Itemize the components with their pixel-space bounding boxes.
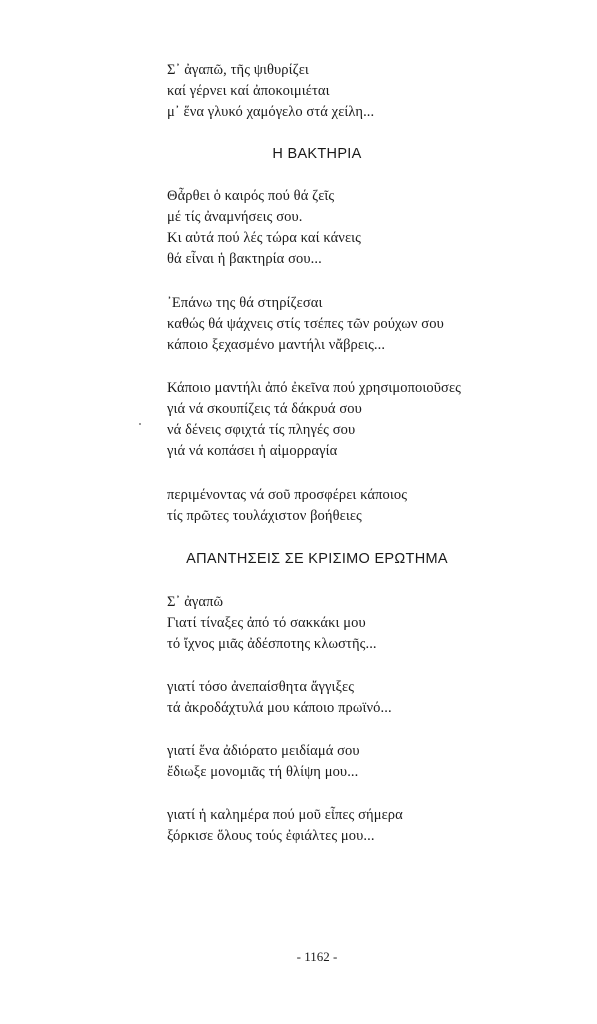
poem-title: Η ΒΑΚΤΗΡΙΑ [272,146,362,162]
scan-speck [139,423,141,425]
verse-line: Γιατί τίναξες ἀπό τό σακκάκι μου [167,615,366,631]
verse-line: μέ τίς ἀναμνήσεις σου. [167,209,303,225]
verse-line: γιατί τόσο ἀνεπαίσθητα ἄγγιξες [167,679,355,695]
verse-line: ἔδιωξε μονομιᾶς τή θλίψη μου... [167,764,359,780]
verse-line: μ᾽ ἕνα γλυκό χαμόγελο στά χείλη... [167,104,375,120]
verse-line: Σ᾽ ἀγαπῶ, τῆς ψιθυρίζει [167,62,309,78]
verse-line: γιατί ἕνα ἀδιόρατο μειδίαμά σου [167,743,360,759]
verse-line: νά δένεις σφιχτά τίς πληγές σου [167,422,356,438]
verse-line: θά εἶναι ἡ βακτηρία σου... [167,251,322,267]
verse-line: καί γέρνει καί ἀποκοιμιέται [167,83,330,99]
verse-line: κάποιο ξεχασμένο μαντήλι νἄβρεις... [167,337,386,353]
verse-line: Σ᾽ ἀγαπῶ [167,594,224,610]
verse-line: τίς πρῶτες τουλάχιστον βοήθειες [167,508,362,524]
verse-line: τό ἴχνος μιᾶς ἀδέσποτης κλωστῆς... [167,636,377,652]
verse-line: ᾽Επάνω της θά στηρίζεσαι [167,295,323,311]
verse-line: καθώς θά ψάχνεις στίς τσέπες τῶν ρούχων σου [167,316,444,332]
verse-line: τά ἀκροδάχτυλά μου κάποιο πρωϊνό... [167,700,392,716]
verse-line: γιά νά σκουπίζεις τά δάκρυά σου [167,401,362,417]
verse-line: γιατί ἡ καλημέρα πού μοῦ εἶπες σήμερα [167,807,403,823]
verse-line: Κι αὐτά πού λές τώρα καί κάνεις [167,230,361,246]
verse-line: περιμένοντας νά σοῦ προσφέρει κάποιος [167,487,408,503]
verse-line: ξόρκισε ὅλους τούς ἐφιάλτες μου... [167,828,375,844]
verse-line: Κάποιο μαντήλι ἀπό ἐκεῖνα πού χρησιμοποιοῦσες [167,380,461,396]
poem-title: ΑΠΑΝΤΗΣΕΙΣ ΣΕ ΚΡΙΣΙΜΟ ΕΡΩΤΗΜΑ [186,551,448,567]
page-number: - 1162 - [296,949,338,964]
verse-line: Θἆρθει ὁ καιρός πού θά ζεῖς [167,188,335,204]
verse-line: γιά νά κοπάσει ἡ αἱμορραγία [167,443,338,459]
